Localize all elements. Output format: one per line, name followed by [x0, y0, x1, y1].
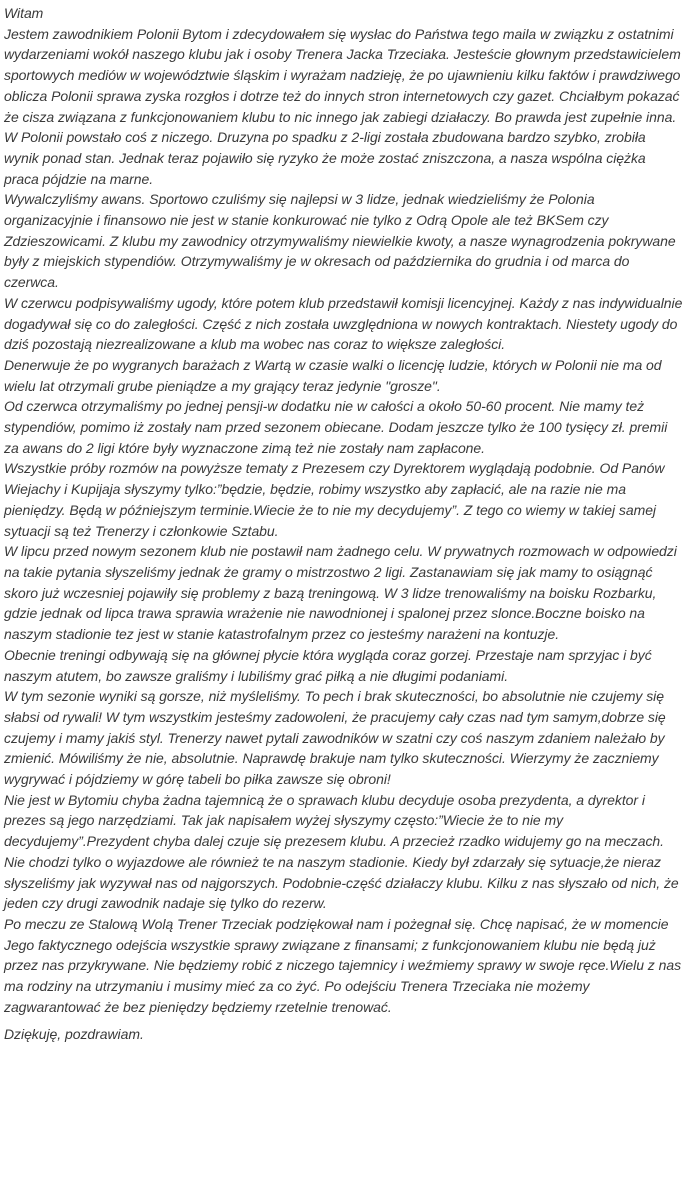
- paragraph-salaries: Od czerwca otrzymaliśmy po jednej pensji-w dodatku nie w całości a około 50-60 procent. Nie mamy też stypendiów, pomimo iż zostały nam przed sezonem obiecane. Dodam jeszcze tylko że 100 tysięcy zł. premii za awans do 2 ligi które były wyznaczone zimą też nie zostały nam zapłacone.: [4, 398, 668, 456]
- paragraph-coach-departure: Po meczu ze Stalową Wolą Trener Trzeciak podziękował nam i pożegnał się. Chcę napisać, że w momencie Jego faktycznego odejścia wszystkie sprawy związane z finansami; z funkcjonowaniem klubu nie będą już przez nas przykrywane. Nie będziemy robić z niczego tajemnicy i weźmiemy sprawy w swoje ręce.Wielu z nas ma rodziny na utrzymaniu i musimy mieć za co żyć. Po odejściu Trenera Trzeciaka nie możemy zagwarantować że bez pieniędzy będziemy rzetelnie trenować.: [4, 915, 682, 1015]
- paragraph-training-base: W lipcu przed nowym sezonem klub nie postawił nam żadnego celu. W prywatnych rozmowach w odpowiedzi na takie pytania słyszeliśmy jednak że gramy o mistrzostwo 2 ligi. Zastanawiam się jak mamy to osiągnąć skoro już wczesniej pojawiły się problemy z bazą treningową. W 3 lidze trenowaliśmy na boisku Rozbarku, gdzie jednak od lipca trawa sprawia wrażenie nie nawodnionej i spalonej przez slonce.Boczne boisko na naszym stadionie tez jest w stanie katastrofalnym przez co jesteśmy narażeni na kontuzje.: [4, 543, 677, 643]
- greeting: Witam: [4, 5, 44, 21]
- closing: Dziękuję, pozdrawiam.: [4, 1026, 144, 1043]
- paragraph-talks: Wszystkie próby rozmów na powyższe tematy z Prezesem czy Dyrektorem wyglądają podobnie. Od Panów Wiejachy i Kupijaja słyszymy tylko:”będzie, będzie, robimy wszystko aby zapłacić, ale na razie nie ma pieniędzy. Będą w późniejszym terminie.Wiecie że to nie my decydujemy”. Z tego co wiemy w takiej samej sytuacji są też Trenerzy i członkowie Sztabu.: [4, 460, 665, 539]
- paragraph-president: Nie jest w Bytomiu chyba żadna tajemnicą że o sprawach klubu decyduje osoba prezydenta, a dyrektor i prezes są jego narzędziami. Tak jak napisałem wyżej słyszymy często:”Wiecie że to nie my decydujemy”.Prezydent chyba dalej czuje się prezesem klubu. A przecież rzadko widujemy go na meczach. Nie chodzi tylko o wyjazdowe ale również te na naszym stadionie. Kiedy był zdarzały się sytuacje,że nieraz słyszeliśmy jak wyzywał nas od najgorszych. Podobnie-część działaczy klubu. Kilku z nas słyszało od nich, że jeden czy drugi zawodnik nadaje się tylko do rezerw.: [4, 791, 679, 912]
- paragraph-promotion: Wywalczyliśmy awans. Sportowo czuliśmy się najlepsi w 3 lidze, jednak wiedzieliśmy że Polonia organizacyjnie i finansowo nie jest w stanie konkurować nie tylko z Odrą Opole ale też BKSem czy Zdzieszowicami. Z klubu my zawodnicy otrzymywaliśmy niewielkie kwoty, a nasze wynagrodzenia pokrywane były z miejskich stypendiów. Otrzymywaliśmy je w okresach od października do grudnia i od marca do czerwca.: [4, 191, 676, 291]
- paragraph-playoffs: Denerwuje że po wygranych barażach z Wartą w czasie walki o licencję ludzie, których w Polonii nie ma od wielu lat otrzymali grube pieniądze a my grający teraz jedynie "grosze".: [4, 356, 662, 394]
- paragraph-main-pitch: Obecnie treningi odbywają się na głównej płycie która wygląda coraz gorzej. Przestaje nam sprzyjac i być naszym atutem, bo zawsze graliśmy i lubiliśmy grać piłką a nie długimi podaniami.: [4, 646, 652, 684]
- paragraph-results: W tym sezonie wyniki są gorsze, niż myśleliśmy. To pech i brak skuteczności, bo absolutnie nie czujemy się słabsi od rywali! W tym wszystkim jesteśmy zadowoleni, że pracujemy cały czas nad tym samym,dobrze się czujemy i mamy jakiś styl. Trenerzy nawet pytali zawodników w szatni czy coś naszym zdaniem należało by zmienić. Mówiliśmy że nie, absolutnie. Naprawdę brakuje nam tylko skuteczności. Wierzymy że zaczniemy wygrywać i pójdziemy w górę tabeli bo piłka zawsze się obroni!: [4, 688, 666, 788]
- paragraph-intro: Jestem zawodnikiem Polonii Bytom i zdecydowałem się wysłac do Państwa tego maila w związku z ostatnimi wydarzeniami wokół naszego klubu jak i osoby Trenera Jacka Trzeciaka. Jesteście głownym przedstawicielem sportowych mediów w województwie śląskim i wyrażam nadzieję, że po ujawnieniu kilku faktów i prawdziwego oblicza Polonii sprawa zyska rozgłos i dotrze też do innych stron internetowych czy gazet. Chciałbym pokazać że cisza związana z funkcjonowaniem klubu to nic innego jak zabiegi działaczy. Bo prawda jest zupełnie inna.: [4, 25, 681, 125]
- paragraph-settlements: W czerwcu podpisywaliśmy ugody, które potem klub przedstawił komisji licencyjnej. Każdy z nas indywidualnie dogadywał się co do zaległości. Część z nich została uwzględniona w nowych kontraktach. Niestety ugody do dziś pozostają niezrealizowane a klub ma wobec nas coraz to większe zaległości.: [4, 294, 683, 353]
- paragraph-team-built: W Polonii powstało coś z niczego. Druzyna po spadku z 2-ligi została zbudowana bardzo szybko, zrobiła wynik ponad stan. Jednak teraz pojawiło się ryzyko że może zostać zniszczona, a nasza wspólna ciężka praca pójdzie na marne.: [4, 129, 646, 187]
